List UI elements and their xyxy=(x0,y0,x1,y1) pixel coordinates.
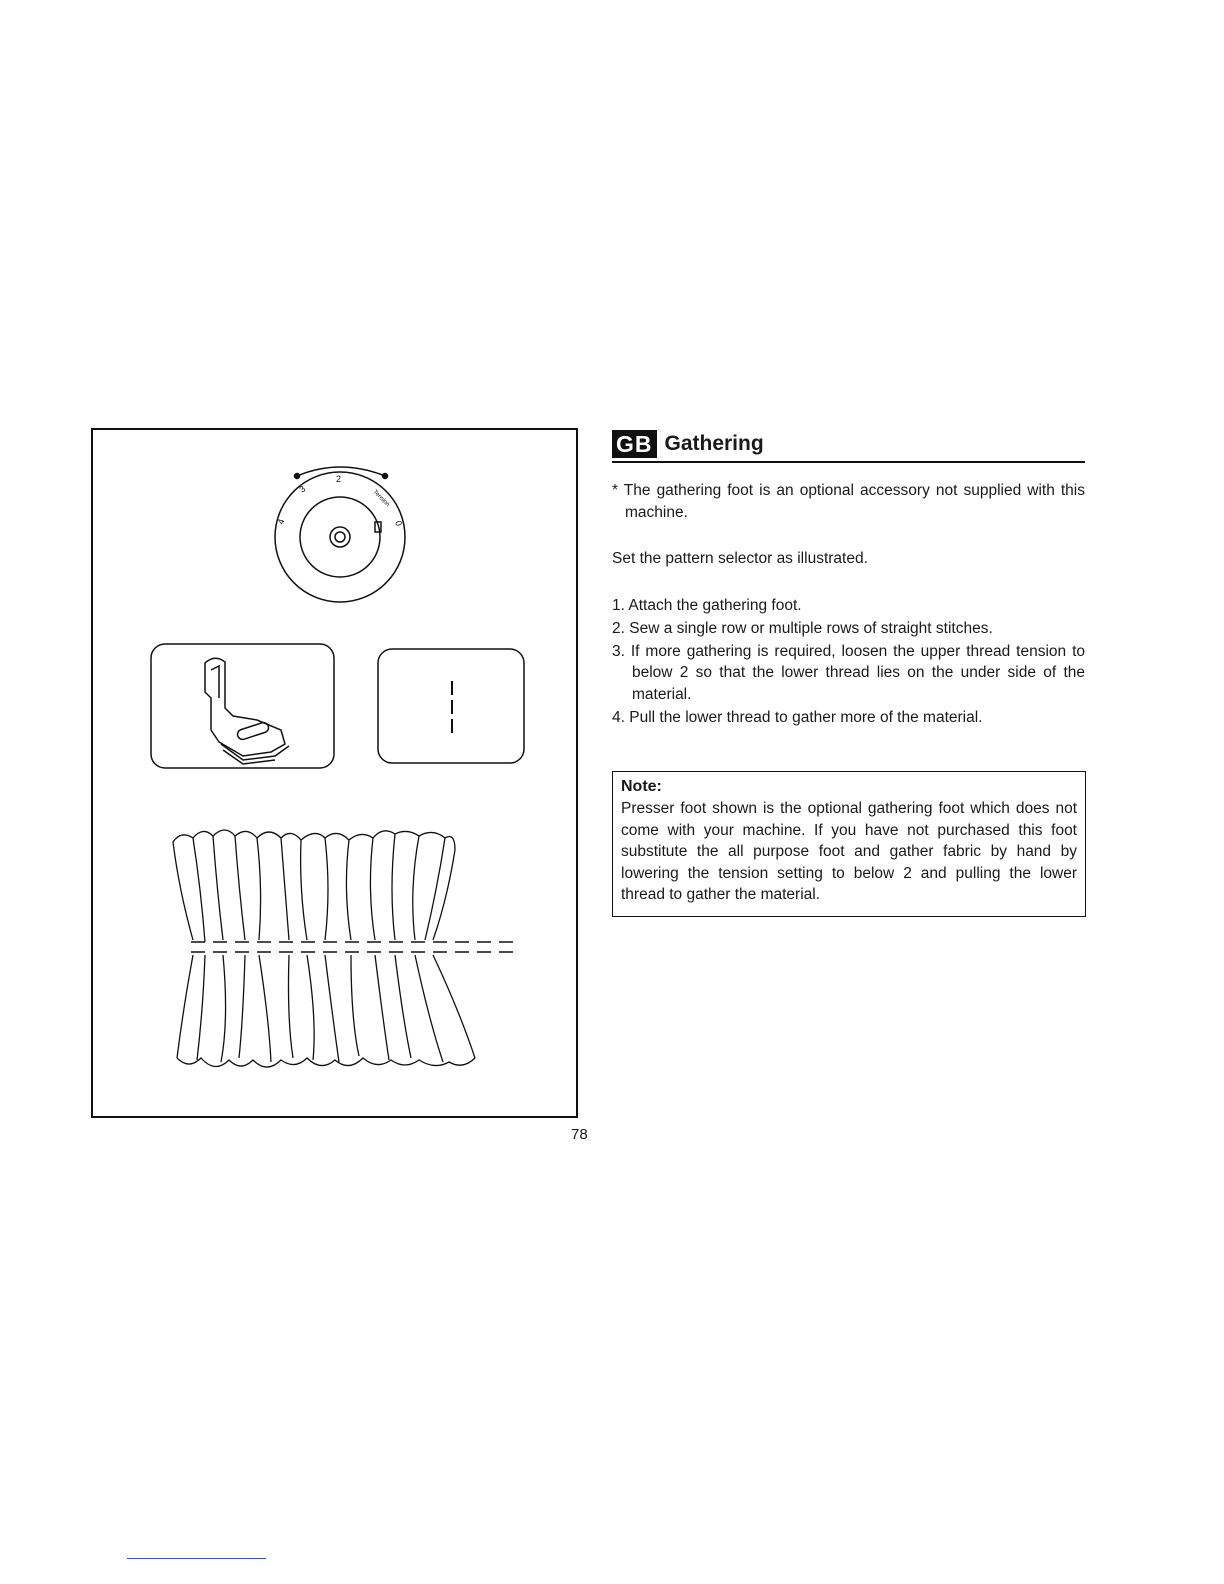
presser-foot-panel-frame xyxy=(151,644,334,768)
dial-hub-outer xyxy=(330,527,350,547)
steps-list xyxy=(612,595,1085,729)
bottom-link-rule xyxy=(127,1558,266,1559)
dial-range-end-dot xyxy=(383,474,388,479)
pattern-selector-instruction: Set the pattern selector as illustrated. xyxy=(612,550,868,567)
step-item: 2. Sew a single row or multiple rows of straight stitches. xyxy=(612,619,993,637)
section-title: Gathering xyxy=(664,431,764,455)
section-heading-row xyxy=(612,428,1085,463)
presser-foot-slot xyxy=(236,721,270,740)
step-item: 3. If more gathering is required, loosen the upper thread tension to below 2 so that the lower thread lies on the under side of the material. xyxy=(612,642,1085,703)
note-title: Note: xyxy=(621,778,662,795)
presser-foot-panel xyxy=(151,644,334,768)
step-item: 4. Pull the lower thread to gather more of the material. xyxy=(612,708,983,726)
note-box xyxy=(612,771,1086,917)
fabric-top-edge xyxy=(173,830,455,850)
dial-number-0: 0 xyxy=(393,519,405,528)
dial-numbers xyxy=(275,474,404,527)
gathered-fabric-illustration xyxy=(173,830,513,1067)
optional-accessory-note: * The gathering foot is an optional accessory not supplied with this machine. xyxy=(612,482,1085,521)
dial-label-tension: Tension xyxy=(371,489,391,509)
dial-number-2: 2 xyxy=(336,474,342,484)
presser-foot-icon xyxy=(205,658,285,756)
dial-hub-inner xyxy=(335,532,345,542)
dial-number-3: 3 xyxy=(297,483,308,495)
page-number: 78 xyxy=(571,1126,588,1143)
tension-dial-illustration xyxy=(275,467,405,602)
dial-inner-ring xyxy=(300,497,380,577)
illustration-svg xyxy=(93,430,580,1120)
illustration-frame xyxy=(91,428,578,1118)
language-badge: GB xyxy=(612,430,657,458)
gathering-section xyxy=(612,428,1085,730)
dial-number-4: 4 xyxy=(275,517,287,526)
dial-outer-ring xyxy=(275,472,405,602)
note-body: Presser foot shown is the optional gathering foot which does not come with your machine. If you have not purchased this foot substitute the all purpose foot and gather fabric by hand by lowering the tension setting to below 2 and pulling the lower thread to gather the material. xyxy=(621,800,1077,903)
dial-range-start-dot xyxy=(295,474,300,479)
stitch-pattern-panel xyxy=(378,649,524,763)
step-item: 1. Attach the gathering foot. xyxy=(612,596,802,614)
